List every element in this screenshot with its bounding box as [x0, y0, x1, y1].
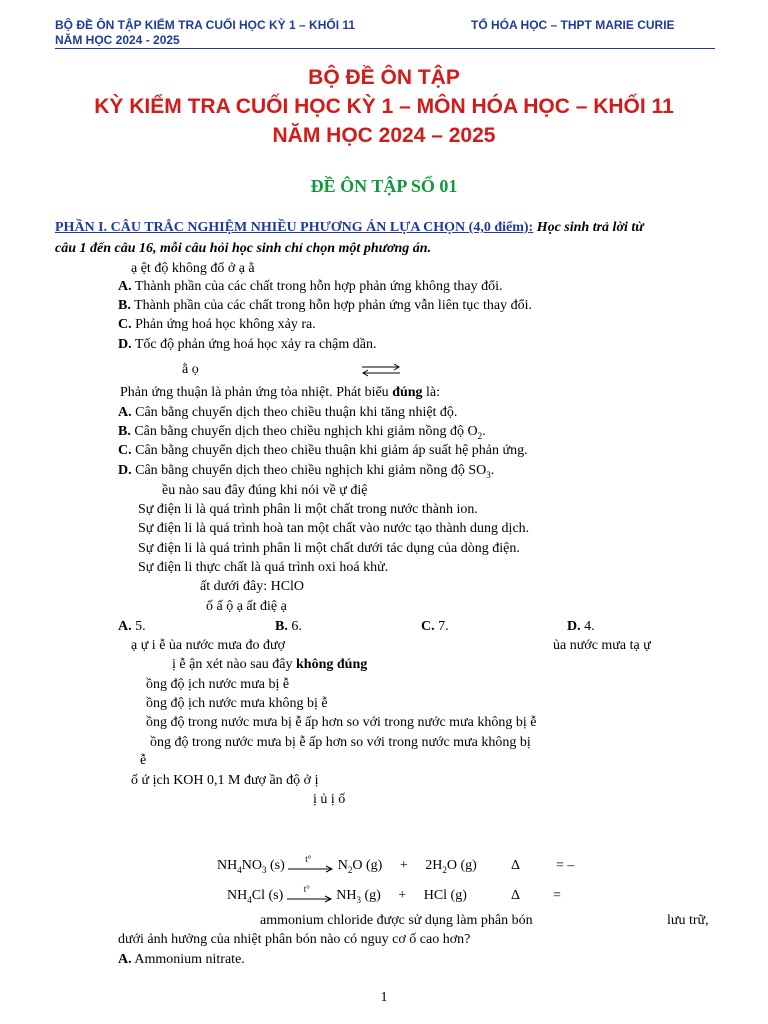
equation-2-value: =	[553, 888, 561, 903]
option-text: Cân bằng chuyển dịch theo chiều thuận khi giảm áp suất hệ phản ứng.	[131, 443, 528, 458]
option-label: B.	[118, 424, 131, 439]
option-text: .	[490, 463, 495, 478]
question-1-option-a	[118, 278, 503, 296]
question-5-option-d: ồng độ trong nước mưa bị ễ ấp hơn so với trong nước mưa không bị	[150, 735, 531, 750]
plus: +	[399, 858, 408, 873]
question-2-option-a	[118, 404, 457, 422]
equilibrium-arrow-icon	[361, 362, 401, 378]
equation-2	[227, 883, 467, 909]
question-3-option-b: Sự điện li là quá trình hoà tan một chất vào nước tạo thành dung dịch.	[138, 521, 530, 536]
option-text: 7.	[434, 619, 449, 634]
question-4-option-c	[421, 618, 449, 636]
part1-instruction-b: câu 1 đến câu 16, mỗi câu hỏi học sinh chỉ chọn một phương án.	[55, 241, 432, 256]
question-3-stem: ều nào sau đây đúng khi nói về ự điệ	[162, 483, 368, 498]
text-bold: đúng	[392, 385, 423, 400]
equation-2-delta: Δ	[511, 888, 521, 903]
option-text: 5.	[131, 619, 146, 634]
option-label: A.	[118, 405, 132, 420]
question-5-stem-c	[172, 656, 367, 674]
product: HCl (g)	[423, 888, 467, 903]
option-text: 4.	[580, 619, 595, 634]
reaction-arrow-icon	[288, 853, 334, 874]
question-3-option-a: Sự điện li là quá trình phân li một chất trong nước thành ion.	[138, 502, 478, 517]
option-text: Cân bằng chuyển dịch theo chiều nghịch khi giảm nồng độ O	[130, 424, 478, 439]
reaction-arrow-icon	[287, 883, 333, 904]
question-7-text-b: lưu trữ,	[667, 913, 709, 928]
option-label: C.	[421, 619, 435, 634]
question-6-stem: ố ứ ịch KOH 0,1 M đượ ần độ ở ị	[131, 773, 319, 788]
subscript: 3	[486, 469, 491, 480]
header-right: TỔ HÓA HỌC – THPT MARIE CURIE	[471, 18, 675, 32]
option-text: Tốc độ phản ứng hoá học xảy ra chậm dần.	[131, 337, 377, 352]
subscript: 2	[477, 430, 483, 441]
reactant: NH	[217, 858, 238, 873]
question-3-option-d: Sự điện li thực chất là quá trình oxi hoá khử.	[138, 560, 389, 575]
text: Phản ứng thuận là phản ứng tỏa nhiệt. Phát biểu	[120, 385, 393, 400]
option-label: D.	[118, 337, 132, 352]
option-text: Cân bằng chuyển dịch theo chiều nghịch khi giảm nồng độ SO	[131, 463, 487, 478]
subscript: 2	[347, 864, 353, 875]
product: O (g)	[352, 858, 383, 873]
question-4-option-d	[567, 618, 595, 636]
question-6-stem-2: ị ủ ị ố	[313, 792, 346, 807]
doc-title-line1: BỘ ĐỀ ÔN TẬP	[308, 66, 460, 89]
subscript: 3	[356, 894, 361, 905]
part1-heading-line	[55, 219, 644, 237]
reactant: Cl (s)	[251, 888, 284, 903]
question-7-option-a	[118, 951, 245, 969]
option-label: C.	[118, 443, 132, 458]
option-text: Ammonium nitrate.	[131, 952, 245, 967]
plus: +	[398, 888, 407, 903]
option-label: B.	[118, 298, 131, 313]
option-label: A.	[118, 952, 132, 967]
option-label: A.	[118, 619, 132, 634]
subscript: 4	[237, 864, 242, 875]
option-text: .	[482, 424, 486, 439]
question-5-stem-b: ủa nước mưa tạ ự	[553, 638, 651, 653]
exam-title: ĐỀ ÔN TẬP SỐ 01	[310, 176, 458, 196]
product: 2H	[425, 858, 443, 873]
question-4-option-a	[118, 618, 146, 636]
doc-title-line2: KỲ KIỂM TRA CUỐI HỌC KỲ 1 – MÔN HÓA HỌC – KHỐI 11	[94, 95, 674, 118]
equation-1-value: = –	[556, 858, 575, 873]
page-number: 1	[380, 990, 388, 1005]
question-3-option-c: Sự điện li là quá trình phân li một chất dưới tác dụng của dòng điện.	[138, 541, 520, 556]
option-text: Thành phần của các chất trong hỗn hợp phản ứng vẫn liên tục thay đổi.	[130, 298, 533, 313]
part1-heading: PHẦN I. CÂU TRẮC NGHIỆM NHIỀU PHƯƠNG ÁN LỰA CHỌN (4,0 điểm):	[55, 220, 534, 235]
question-4-option-b	[275, 618, 302, 636]
question-1-option-d	[118, 336, 377, 354]
state: (s)	[266, 858, 285, 873]
condition: t°	[305, 853, 312, 864]
question-1-option-c	[118, 316, 316, 334]
option-label: D.	[118, 463, 132, 478]
option-label: A.	[118, 279, 132, 294]
question-2-option-c	[118, 442, 528, 460]
option-label: B.	[275, 619, 288, 634]
option-text: Cân bằng chuyển dịch theo chiều thuận khi tăng nhiệt độ.	[131, 405, 458, 420]
product: O (g)	[446, 858, 477, 873]
question-4-stem: ất dưới đây: HClO	[200, 579, 305, 594]
option-text: Thành phần của các chất trong hỗn hợp phản ứng không thay đổi.	[131, 279, 503, 294]
part1-instruction-a: Học sinh trả lời từ	[533, 220, 644, 235]
question-1-stem: ạ ệt độ không đổ ở ạ ằ	[131, 261, 255, 276]
question-5-option-a: ồng độ ịch nước mưa bị ễ	[146, 677, 290, 692]
option-text: Phản ứng hoá học không xảy ra.	[131, 317, 316, 332]
subscript: 4	[247, 894, 252, 905]
header-divider	[55, 48, 715, 49]
question-5-option-d-cont: ễ	[140, 753, 147, 768]
product: N	[334, 858, 348, 873]
equation-1-delta: Δ	[511, 858, 521, 873]
reactant: NO	[241, 858, 262, 873]
question-7-text-c: dưới ảnh hưởng của nhiệt phân bón nào có nguy cơ ố cao hơn?	[118, 932, 471, 947]
header-left-line2: NĂM HỌC 2024 - 2025	[55, 33, 180, 47]
text: là:	[422, 385, 441, 400]
header-left-line1: BỘ ĐỀ ÔN TẬP KIỂM TRA CUỐI HỌC KỲ 1 – KHỐI 11	[55, 18, 356, 32]
question-7-text-a: ammonium chloride được sử dụng làm phân bón	[260, 913, 533, 928]
question-5-option-b: ồng độ ịch nước mưa không bị ễ	[146, 696, 328, 711]
condition: t°	[303, 883, 310, 894]
doc-title-line3: NĂM HỌC 2024 – 2025	[272, 124, 496, 147]
option-label: D.	[567, 619, 581, 634]
question-2-stem: ằ ọ	[182, 362, 199, 377]
text: ị ễ ận xét nào sau đây	[172, 657, 297, 672]
question-5-option-c: ồng độ trong nước mưa bị ễ ấp hơn so với trong nước mưa không bị ễ	[146, 715, 537, 730]
option-label: C.	[118, 317, 132, 332]
question-2-option-d	[118, 462, 494, 484]
equation-1	[217, 853, 477, 879]
question-1-option-b	[118, 297, 532, 315]
subscript: 3	[261, 864, 267, 875]
text-bold: không đúng	[296, 657, 368, 672]
subscript: 2	[442, 864, 447, 875]
question-4-stem-2: ố ấ ộ ạ ất điệ ạ	[206, 599, 287, 614]
product: NH	[332, 888, 357, 903]
question-2-statement	[120, 384, 440, 402]
reactant: NH	[227, 888, 248, 903]
question-5-stem-a: ạ ự i ễ ủa nước mưa đo đượ	[131, 638, 286, 653]
product: (g)	[360, 888, 381, 903]
option-text: 6.	[287, 619, 302, 634]
